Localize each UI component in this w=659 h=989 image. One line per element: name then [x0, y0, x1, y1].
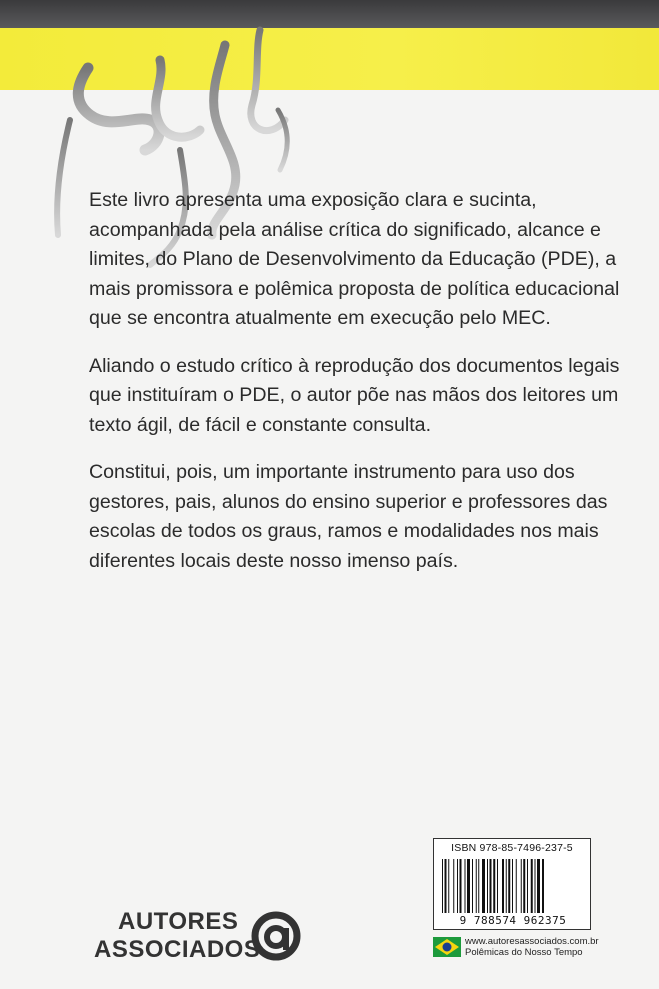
barcode-graphic [442, 859, 584, 913]
publisher-name-line2: ASSOCIADOS [94, 936, 261, 963]
publisher-logo-block [86, 908, 316, 968]
isbn-barcode-box [433, 838, 591, 930]
publisher-website: www.autoresassociados.com.br [465, 936, 599, 947]
series-name: Polêmicas do Nosso Tempo [465, 947, 583, 958]
brazil-flag-icon [433, 937, 461, 957]
publisher-info-row [433, 935, 633, 965]
blurb-paragraph: Aliando o estudo crítico à reprodução dos documentos legais que instituíram o PDE, o autor põe nas mãos dos leitores um texto ágil, de fácil e constante consulta. [89, 354, 620, 436]
publisher-logo-icon [250, 910, 302, 962]
blurb-paragraph: Constitui, pois, um importante instrumento para uso dos gestores, pais, alunos do ensino superior e professores das escolas de todos os graus, ramos e modalidades nos mais diferentes locais deste nosso imenso país. [89, 461, 608, 572]
publisher-name-line1: AUTORES [118, 908, 239, 935]
blurb-paragraph: Este livro apresenta uma exposição clara e sucinta, acompanhada pela análise crítica do significado, alcance e limites, do Plano de Desenvolvimento da Educação (PDE), a mais promissora e polêmica proposta de política educacional que se encontra atualmente em execução pelo MEC. [89, 189, 620, 329]
isbn-label: ISBN 978-85-7496-237-5 [451, 842, 573, 854]
barcode-digits: 9 788574 962375 [459, 914, 567, 927]
back-cover-blurb [89, 186, 629, 594]
